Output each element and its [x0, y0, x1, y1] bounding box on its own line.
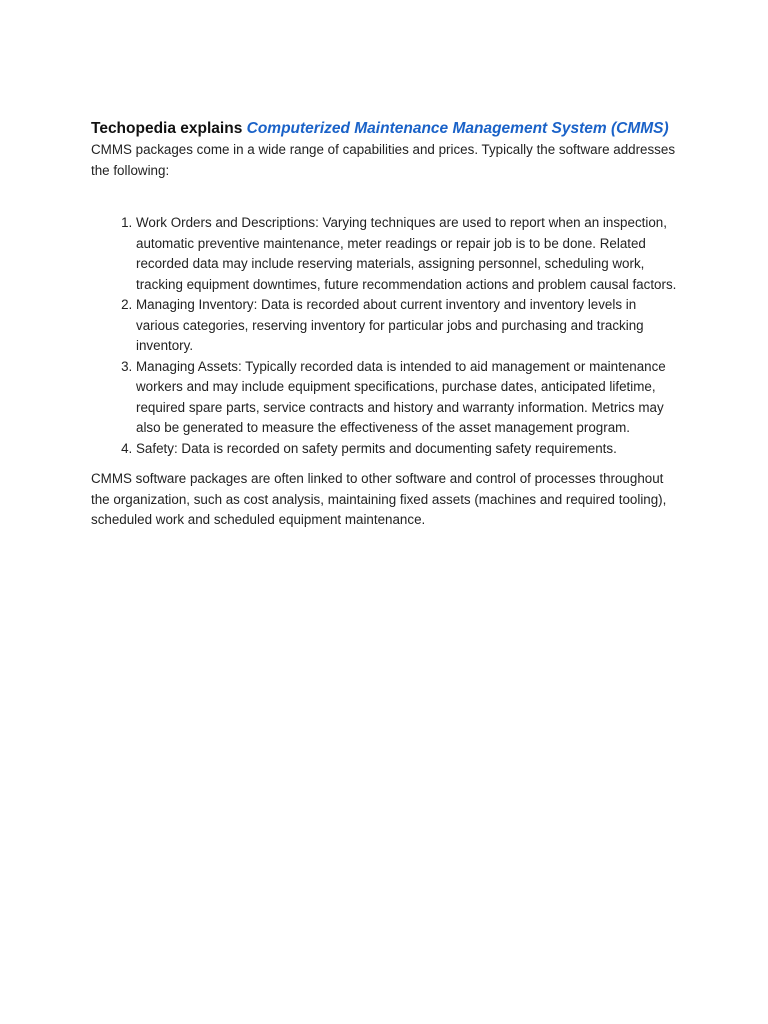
- heading-link[interactable]: Computerized Maintenance Management System (CMMS): [246, 120, 669, 137]
- closing-paragraph: CMMS software packages are often linked to other software and control of processes throughout the organization, such as cost analysis, maintaining fixed assets (machines and required tooling), scheduled work and scheduled equipment maintenance.: [91, 471, 667, 527]
- capabilities-list: [91, 213, 681, 459]
- intro-paragraph: CMMS packages come in a wide range of capabilities and prices. Typically the software addresses the following:: [91, 142, 676, 178]
- list-item: 3. Managing Assets: Typically recorded data is intended to aid management or maintenance workers and may include equipment specifications, purchase dates, anticipated lifetime, required spare parts, service contracts and history and warranty information. Metrics may also be generated to measure the effectiveness of the asset management program.: [136, 357, 681, 439]
- section-heading: [91, 118, 681, 140]
- document-page: [91, 118, 681, 531]
- list-item: 4. Safety: Data is recorded on safety permits and documenting safety requirements.: [136, 439, 681, 460]
- list-item: 2. Managing Inventory: Data is recorded about current inventory and inventory levels in various categories, reserving inventory for particular jobs and purchasing and tracking inventory.: [136, 295, 681, 357]
- heading-prefix: Techopedia explains: [91, 120, 247, 137]
- list-item: 1. Work Orders and Descriptions: Varying techniques are used to report when an inspection, automatic preventive maintenance, meter readings or repair job is to be done. Related recorded data may include reserving materials, assigning personnel, scheduling work, tracking equipment downtimes, future recommendation actions and problem causal factors.: [136, 213, 681, 295]
